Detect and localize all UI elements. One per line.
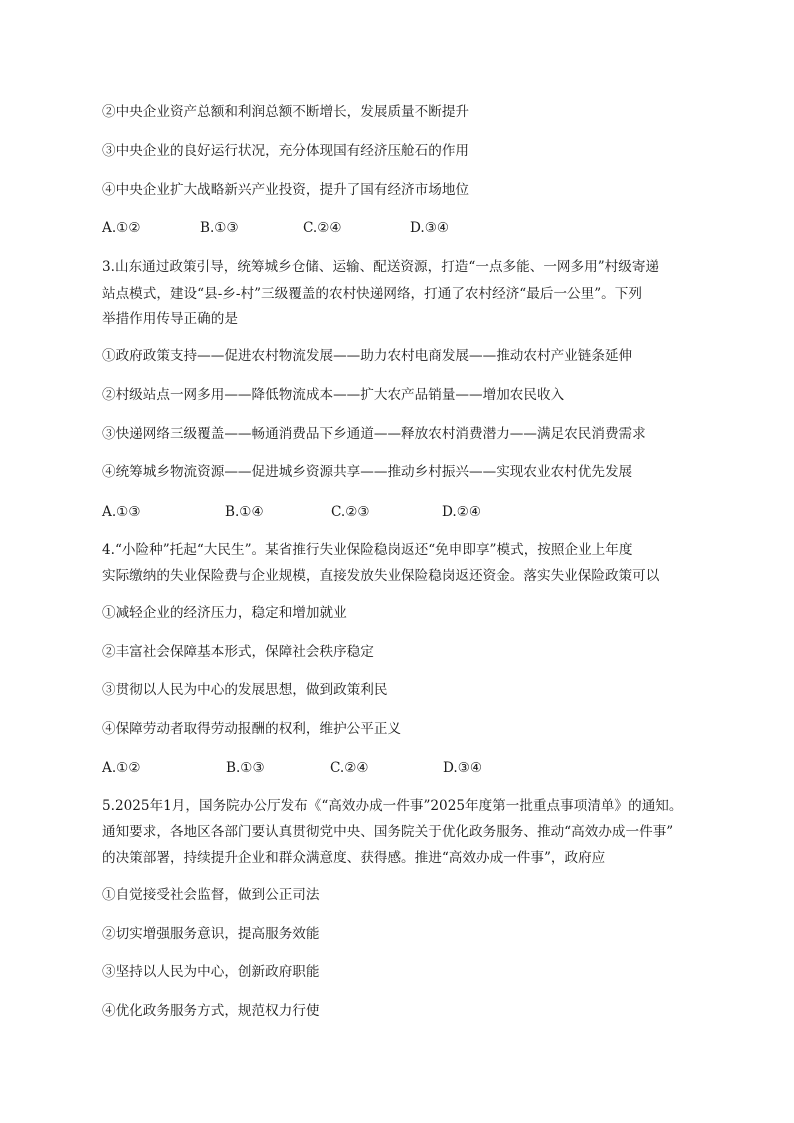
q3-option-c: C.②③ bbox=[331, 504, 370, 520]
q4-item-1: ①减轻企业的经济压力，稳定和增加就业 bbox=[102, 605, 347, 621]
q3-option-d: D.②④ bbox=[442, 504, 482, 520]
q5-item-4: ④优化政务服务方式，规范权力行使 bbox=[102, 1003, 320, 1019]
q2-option-b: B.①③ bbox=[200, 220, 239, 236]
q3-item-1: ①政府政策支持——促进农村物流发展——助力农村电商发展——推动农村产业链条延伸 bbox=[102, 348, 633, 364]
q3-item-2: ②村级站点一网多用——降低物流成本——扩大农产品销量——增加农民收入 bbox=[102, 387, 565, 403]
q4-stem-line-2: 实际缴纳的失业保险费与企业规模，直接发放失业保险稳岗返还资金。落实失业保险政策可以 bbox=[102, 568, 660, 584]
q4-item-3: ③贯彻以人民为中心的发展思想，做到政策利民 bbox=[102, 682, 388, 698]
q2-item-2: ②中央企业资产总额和利润总额不断增长，发展质量不断提升 bbox=[102, 104, 470, 120]
q2-item-4: ④中央企业扩大战略新兴产业投资，提升了国有经济市场地位 bbox=[102, 182, 470, 198]
q3-stem-line-2: 站点模式，建设“县-乡-村”三级覆盖的农村快递网络，打通了农村经济“最后一公里”。下列 bbox=[102, 286, 642, 302]
q5-stem-line-1: 5.2025年1月，国务院办公厅发布《“高效办成一件事”2025年度第一批重点事项清单》的通知。 bbox=[102, 798, 683, 814]
q4-option-b: B.①③ bbox=[226, 760, 265, 776]
q4-item-2: ②丰富社会保障基本形式，保障社会秩序稳定 bbox=[102, 644, 374, 660]
q4-option-d: D.③④ bbox=[443, 760, 483, 776]
q3-stem-line-3: 举措作用传导正确的是 bbox=[102, 311, 238, 327]
q3-item-4: ④统筹城乡物流资源——促进城乡资源共享——推动乡村振兴——实现农业农村优先发展 bbox=[102, 464, 633, 480]
q5-stem-line-2: 通知要求，各地区各部门要认真贯彻党中央、国务院关于优化政务服务、推动“高效办成一件事” bbox=[102, 824, 674, 840]
q3-option-b: B.①④ bbox=[225, 504, 264, 520]
q4-option-c: C.②④ bbox=[330, 760, 369, 776]
q2-item-3: ③中央企业的良好运行状况，充分体现国有经济压舱石的作用 bbox=[102, 143, 470, 159]
q5-item-1: ①自觉接受社会监督，做到公正司法 bbox=[102, 887, 320, 903]
q3-item-3: ③快递网络三级覆盖——畅通消费品下乡通道——释放农村消费潜力——满足农民消费需求 bbox=[102, 426, 646, 442]
q2-option-d: D.③④ bbox=[410, 220, 450, 236]
q5-item-3: ③坚持以人民为中心，创新政府职能 bbox=[102, 964, 320, 980]
q2-option-c: C.②④ bbox=[303, 220, 342, 236]
q5-stem-line-3: 的决策部署，持续提升企业和群众满意度、获得感。推进“高效办成一件事”，政府应 bbox=[102, 850, 606, 866]
q4-stem-line-1: 4.“小险种”托起“大民生”。某省推行失业保险稳岗返还“免申即享”模式，按照企业上年度 bbox=[102, 542, 633, 558]
q3-stem-line-1: 3.山东通过政策引导，统筹城乡仓储、运输、配送资源，打造“一点多能、一网多用”村级寄递 bbox=[102, 259, 660, 275]
q2-option-a: A.①② bbox=[102, 220, 141, 236]
q4-item-4: ④保障劳动者取得劳动报酬的权利，维护公平正义 bbox=[102, 721, 402, 737]
q5-item-2: ②切实增强服务意识，提高服务效能 bbox=[102, 926, 320, 942]
q3-option-a: A.①③ bbox=[102, 504, 141, 520]
q4-option-a: A.①② bbox=[102, 760, 141, 776]
